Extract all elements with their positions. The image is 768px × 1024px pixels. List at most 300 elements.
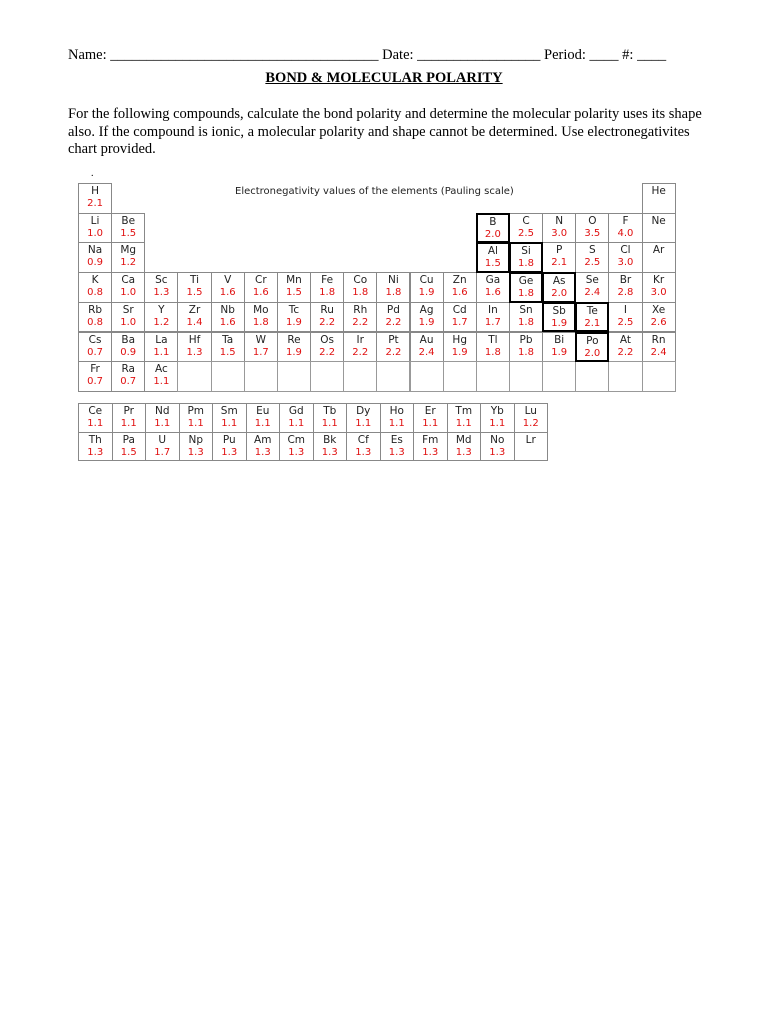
electronegativity-value: 1.3 bbox=[321, 446, 338, 458]
empty-cell bbox=[608, 361, 642, 392]
empty-cell bbox=[443, 361, 477, 392]
element-symbol: V bbox=[224, 274, 232, 287]
element-cell-tm bbox=[447, 403, 482, 433]
element-cell-p bbox=[542, 242, 576, 273]
element-symbol: Fe bbox=[321, 274, 334, 287]
electronegativity-value: 1.1 bbox=[120, 418, 137, 429]
electronegativity-value: 1.3 bbox=[254, 446, 271, 458]
element-symbol: P bbox=[555, 244, 563, 257]
element-cell-mg bbox=[111, 242, 145, 273]
electronegativity-value: 1.3 bbox=[187, 446, 204, 458]
element-cell-f bbox=[608, 213, 642, 244]
electronegativity-value: 0.7 bbox=[87, 376, 104, 388]
element-symbol: Th bbox=[88, 433, 102, 446]
element-symbol: Hf bbox=[188, 333, 201, 346]
element-symbol: Pu bbox=[222, 433, 236, 446]
element-symbol: Te bbox=[586, 304, 598, 317]
electronegativity-value: 1.1 bbox=[153, 346, 170, 358]
electronegativity-value: 2.1 bbox=[551, 257, 568, 269]
element-symbol: Cu bbox=[419, 274, 434, 287]
electronegativity-value: 1.3 bbox=[355, 446, 372, 458]
element-symbol: Rb bbox=[88, 303, 103, 316]
element-symbol: Ar bbox=[652, 244, 665, 257]
element-cell-lu bbox=[514, 403, 549, 433]
element-symbol: Zn bbox=[452, 274, 467, 287]
element-cell-hf bbox=[177, 332, 211, 363]
element-symbol: Es bbox=[390, 433, 403, 446]
electronegativity-value: 1.3 bbox=[221, 446, 238, 458]
element-cell-lr bbox=[514, 432, 549, 462]
empty-cell bbox=[277, 361, 311, 392]
electronegativity-value: 2.0 bbox=[551, 288, 568, 300]
element-symbol: Am bbox=[254, 433, 272, 446]
element-symbol: Np bbox=[188, 433, 204, 446]
element-cell-rn bbox=[642, 332, 676, 363]
electronegativity-value: 1.7 bbox=[484, 316, 501, 328]
element-cell-fr bbox=[78, 361, 112, 392]
electronegativity-value: 1.1 bbox=[355, 418, 372, 429]
element-cell-pd bbox=[376, 302, 410, 333]
electronegativity-value: 1.1 bbox=[187, 418, 204, 429]
electronegativity-value: 2.4 bbox=[418, 346, 435, 358]
element-symbol: O bbox=[588, 214, 597, 227]
element-cell-s bbox=[575, 242, 609, 273]
element-cell-cl bbox=[608, 242, 642, 273]
empty-cell bbox=[310, 361, 344, 392]
electronegativity-value: 1.2 bbox=[522, 418, 539, 429]
electronegativity-value: 1.1 bbox=[221, 418, 238, 429]
electronegativity-value: 1.1 bbox=[254, 418, 271, 429]
element-cell-fe bbox=[310, 272, 344, 303]
element-symbol: Ta bbox=[222, 333, 234, 346]
electronegativity-value: 1.5 bbox=[286, 287, 302, 299]
element-cell-po bbox=[575, 332, 609, 363]
element-cell-ru bbox=[310, 302, 344, 333]
element-cell-li bbox=[78, 213, 112, 244]
element-cell-fm bbox=[413, 432, 448, 462]
element-cell-be bbox=[111, 213, 145, 244]
element-cell-sb bbox=[542, 302, 576, 333]
element-cell-te bbox=[575, 302, 609, 333]
element-symbol: Pm bbox=[187, 405, 205, 417]
element-symbol: Ce bbox=[88, 405, 103, 417]
element-symbol: W bbox=[255, 333, 267, 346]
element-symbol: Cs bbox=[88, 333, 102, 346]
element-cell-nd bbox=[145, 403, 180, 433]
element-symbol: Pr bbox=[123, 405, 134, 417]
element-symbol: Pb bbox=[519, 333, 533, 346]
electronegativity-value: 1.0 bbox=[120, 287, 137, 299]
element-symbol: Lu bbox=[524, 405, 537, 417]
electronegativity-value: 2.8 bbox=[617, 287, 634, 299]
electronegativity-value: 2.2 bbox=[319, 346, 336, 358]
element-cell-es bbox=[380, 432, 415, 462]
periodic-table bbox=[78, 183, 675, 391]
element-symbol: Ca bbox=[121, 274, 136, 287]
element-symbol: Tm bbox=[455, 405, 473, 417]
electronegativity-value: 1.9 bbox=[286, 316, 302, 328]
element-cell-pb bbox=[509, 332, 543, 363]
element-symbol: Br bbox=[619, 274, 632, 287]
instructions: For the following compounds, calculate the bond polarity and determine the molecular polarity uses its shape also. If the compound is ionic, a molecular polarity and shape cannot be determined. Use electronegativites chart provided. bbox=[68, 106, 702, 157]
element-symbol: Sc bbox=[155, 274, 168, 287]
electronegativity-value: 1.6 bbox=[484, 287, 501, 299]
element-symbol: Sr bbox=[122, 303, 134, 316]
electronegativity-value: 1.2 bbox=[153, 316, 170, 328]
electronegativity-value: 2.2 bbox=[617, 346, 634, 358]
element-symbol: Si bbox=[521, 245, 531, 258]
electronegativity-value: 2.2 bbox=[385, 316, 402, 328]
element-cell-ti bbox=[177, 272, 211, 303]
element-cell-md bbox=[447, 432, 482, 462]
electronegativity-value: 1.6 bbox=[219, 316, 236, 328]
element-cell-ag bbox=[410, 302, 444, 333]
electronegativity-value: 2.5 bbox=[584, 257, 601, 269]
electronegativity-value: 1.1 bbox=[422, 418, 439, 429]
element-symbol: Ge bbox=[518, 275, 534, 288]
electronegativity-value: 1.3 bbox=[288, 446, 305, 458]
electronegativity-value: 1.7 bbox=[451, 316, 468, 328]
element-cell-y bbox=[144, 302, 178, 333]
element-symbol: At bbox=[619, 333, 632, 346]
electronegativity-value: 1.9 bbox=[418, 316, 435, 328]
electronegativity-value: 1.1 bbox=[154, 418, 171, 429]
element-symbol: Gd bbox=[288, 405, 304, 417]
empty-cell bbox=[542, 361, 576, 392]
element-symbol: Au bbox=[419, 333, 434, 346]
electronegativity-value: 2.6 bbox=[650, 316, 667, 328]
element-symbol: Li bbox=[90, 214, 100, 227]
element-symbol: Pd bbox=[386, 303, 400, 316]
element-symbol: Cd bbox=[452, 303, 467, 316]
electronegativity-value: 2.5 bbox=[518, 227, 534, 239]
element-symbol: Ne bbox=[651, 214, 666, 227]
electronegativity-value: 3.0 bbox=[551, 227, 568, 239]
element-symbol: Ho bbox=[389, 405, 404, 417]
electronegativity-value: 1.3 bbox=[489, 446, 506, 458]
element-symbol: Pt bbox=[388, 333, 399, 346]
electronegativity-value: 1.7 bbox=[252, 346, 269, 358]
electronegativity-value: 0.8 bbox=[87, 316, 104, 328]
element-cell-h bbox=[78, 183, 112, 214]
element-cell-ra bbox=[111, 361, 145, 392]
element-symbol: Tl bbox=[488, 333, 498, 346]
element-symbol: Cm bbox=[287, 433, 306, 446]
electronegativity-value: 1.1 bbox=[388, 418, 405, 429]
element-cell-xe bbox=[642, 302, 676, 333]
element-symbol: Bk bbox=[323, 433, 337, 446]
element-symbol: Er bbox=[424, 405, 436, 417]
element-symbol: N bbox=[555, 214, 564, 227]
element-symbol: Ra bbox=[121, 363, 135, 376]
electronegativity-value: 1.8 bbox=[252, 316, 269, 328]
electronegativity-value: 1.3 bbox=[87, 446, 104, 458]
empty-cell bbox=[410, 361, 444, 392]
empty-cell bbox=[376, 361, 410, 392]
element-symbol: Na bbox=[87, 244, 103, 257]
element-cell-sc bbox=[144, 272, 178, 303]
electronegativity-value: 1.6 bbox=[252, 287, 269, 299]
element-cell-dy bbox=[346, 403, 381, 433]
empty-cell bbox=[211, 361, 245, 392]
element-symbol: C bbox=[522, 214, 530, 227]
element-symbol: Y bbox=[158, 303, 165, 316]
element-cell-zr bbox=[177, 302, 211, 333]
element-cell-na bbox=[78, 242, 112, 273]
element-symbol: S bbox=[588, 244, 596, 257]
element-symbol: Ga bbox=[485, 274, 501, 287]
element-symbol: In bbox=[487, 303, 498, 316]
element-symbol: I bbox=[623, 303, 628, 316]
element-symbol: Ir bbox=[356, 333, 364, 346]
element-symbol: Ni bbox=[388, 274, 399, 287]
element-cell-n bbox=[542, 213, 576, 244]
element-cell-al bbox=[476, 242, 510, 273]
electronegativity-value: 2.0 bbox=[484, 228, 501, 240]
element-cell-se bbox=[575, 272, 609, 303]
element-cell-ce bbox=[78, 403, 113, 433]
worksheet-title: BOND & MOLECULAR POLARITY bbox=[265, 70, 503, 86]
element-cell-ac bbox=[144, 361, 178, 392]
electronegativity-value: 2.2 bbox=[352, 346, 369, 358]
electronegativity-value: 1.5 bbox=[219, 346, 236, 358]
element-symbol: Nd bbox=[154, 405, 170, 417]
element-cell-gd bbox=[279, 403, 314, 433]
empty-cell bbox=[575, 361, 609, 392]
element-symbol: Mo bbox=[253, 303, 269, 316]
electronegativity-value: 1.8 bbox=[319, 287, 336, 299]
electronegativity-value: 1.0 bbox=[120, 316, 137, 328]
element-cell-sn bbox=[509, 302, 543, 333]
empty-cell bbox=[343, 361, 377, 392]
electronegativity-value: 1.3 bbox=[455, 446, 472, 458]
element-cell-tb bbox=[313, 403, 348, 433]
element-cell-sr bbox=[111, 302, 145, 333]
element-symbol: Xe bbox=[652, 303, 666, 316]
electronegativity-value: 1.4 bbox=[186, 316, 203, 328]
element-cell-cr bbox=[244, 272, 278, 303]
element-cell-b bbox=[476, 213, 510, 244]
empty-cell bbox=[642, 361, 676, 392]
electronegativity-value: 2.5 bbox=[617, 316, 634, 328]
electronegativity-value: 1.8 bbox=[518, 258, 534, 270]
element-symbol: H bbox=[91, 185, 100, 197]
electronegativity-value: 1.9 bbox=[551, 346, 568, 358]
electronegativity-value: 2.0 bbox=[584, 347, 601, 359]
electronegativity-value: 1.5 bbox=[120, 446, 137, 458]
element-symbol: Hg bbox=[452, 333, 467, 346]
element-cell-ca bbox=[111, 272, 145, 303]
element-symbol: Re bbox=[287, 333, 301, 346]
element-symbol: No bbox=[490, 433, 505, 446]
element-symbol: Ti bbox=[190, 274, 200, 287]
stray-dot: . bbox=[91, 168, 94, 179]
element-cell-er bbox=[413, 403, 448, 433]
element-symbol: Cr bbox=[254, 274, 267, 287]
element-cell-mn bbox=[277, 272, 311, 303]
element-cell-cs bbox=[78, 332, 112, 363]
electronegativity-value: 1.1 bbox=[321, 418, 338, 429]
element-symbol: Co bbox=[353, 274, 368, 287]
element-cell-pa bbox=[112, 432, 147, 462]
element-cell-eu bbox=[246, 403, 281, 433]
element-cell-tc bbox=[277, 302, 311, 333]
electronegativity-value: 1.3 bbox=[388, 446, 405, 458]
element-cell-k bbox=[78, 272, 112, 303]
element-symbol: Sn bbox=[519, 303, 533, 316]
f-block-table bbox=[78, 403, 547, 461]
element-cell-ga bbox=[476, 272, 510, 303]
element-symbol: Ag bbox=[419, 303, 434, 316]
element-cell-o bbox=[575, 213, 609, 244]
element-cell-si bbox=[509, 242, 543, 273]
electronegativity-value: 1.3 bbox=[422, 446, 439, 458]
element-symbol: Bi bbox=[554, 333, 565, 346]
electronegativity-value: 1.7 bbox=[154, 446, 171, 458]
element-cell-cm bbox=[279, 432, 314, 462]
element-cell-np bbox=[179, 432, 214, 462]
element-cell-pt bbox=[376, 332, 410, 363]
element-symbol: Sb bbox=[552, 304, 566, 317]
element-symbol: Ru bbox=[320, 303, 334, 316]
electronegativity-value: 1.0 bbox=[87, 227, 104, 239]
element-symbol: Tb bbox=[323, 405, 337, 417]
element-cell-yb bbox=[480, 403, 515, 433]
element-cell-he bbox=[642, 183, 676, 214]
electronegativity-value: 1.1 bbox=[455, 418, 472, 429]
element-cell-br bbox=[608, 272, 642, 303]
element-symbol: B bbox=[489, 215, 497, 228]
element-symbol: Eu bbox=[256, 405, 270, 417]
electronegativity-value: 1.6 bbox=[219, 287, 236, 299]
electronegativity-value: 2.2 bbox=[319, 316, 336, 328]
electronegativity-value: 0.9 bbox=[87, 257, 104, 269]
electronegativity-value: 1.9 bbox=[451, 346, 468, 358]
element-symbol: Se bbox=[585, 274, 599, 287]
empty-cell bbox=[177, 361, 211, 392]
electronegativity-value: 1.6 bbox=[451, 287, 468, 299]
electronegativity-value: 1.8 bbox=[385, 287, 402, 299]
electronegativity-value: 1.5 bbox=[120, 227, 137, 239]
element-cell-pm bbox=[179, 403, 214, 433]
element-cell-rh bbox=[343, 302, 377, 333]
element-cell-kr bbox=[642, 272, 676, 303]
element-cell-v bbox=[211, 272, 245, 303]
electronegativity-value: 1.3 bbox=[153, 287, 170, 299]
element-cell-bk bbox=[313, 432, 348, 462]
element-symbol: K bbox=[91, 274, 99, 287]
element-symbol: Rn bbox=[651, 333, 666, 346]
electronegativity-value: 2.1 bbox=[584, 317, 601, 329]
element-symbol: Pa bbox=[122, 433, 135, 446]
periodic-table-title: Electronegativity values of the elements (Pauling scale) bbox=[235, 186, 514, 197]
element-symbol: Nb bbox=[220, 303, 235, 316]
electronegativity-value: 3.0 bbox=[617, 257, 634, 269]
element-symbol: Sm bbox=[220, 405, 238, 417]
element-cell-sm bbox=[212, 403, 247, 433]
element-cell-ar bbox=[642, 242, 676, 273]
element-symbol: Rh bbox=[353, 303, 368, 316]
electronegativity-value: 1.8 bbox=[352, 287, 369, 299]
element-cell-hg bbox=[443, 332, 477, 363]
electronegativity-value: 2.2 bbox=[385, 346, 402, 358]
electronegativity-value: 1.9 bbox=[418, 287, 435, 299]
element-cell-ho bbox=[380, 403, 415, 433]
electronegativity-value: 1.8 bbox=[484, 346, 501, 358]
element-symbol: Kr bbox=[653, 274, 665, 287]
element-cell-mo bbox=[244, 302, 278, 333]
element-symbol: Md bbox=[455, 433, 472, 446]
element-cell-ba bbox=[111, 332, 145, 363]
electronegativity-value: 1.8 bbox=[518, 316, 534, 328]
element-symbol: As bbox=[552, 275, 566, 288]
electronegativity-value: 1.5 bbox=[484, 258, 501, 270]
element-symbol: Yb bbox=[490, 405, 504, 417]
element-symbol: Al bbox=[487, 245, 498, 258]
element-cell-ge bbox=[509, 272, 543, 303]
electronegativity-value: 1.1 bbox=[87, 418, 104, 429]
element-cell-cf bbox=[346, 432, 381, 462]
element-cell-c bbox=[509, 213, 543, 244]
element-symbol: Be bbox=[121, 214, 136, 227]
electronegativity-value: 4.0 bbox=[617, 227, 634, 239]
element-cell-zn bbox=[443, 272, 477, 303]
element-cell-cu bbox=[410, 272, 444, 303]
electronegativity-value: 1.1 bbox=[153, 376, 170, 388]
electronegativity-value: 2.4 bbox=[584, 287, 601, 299]
element-symbol: Mn bbox=[286, 274, 302, 287]
element-cell-pr bbox=[112, 403, 147, 433]
element-symbol: Zr bbox=[188, 303, 201, 316]
student-info-line: Name: _____________________________________ Date: _________________ Period: ____ #: ____ bbox=[68, 47, 667, 63]
empty-cell bbox=[476, 361, 510, 392]
element-cell-i bbox=[608, 302, 642, 333]
electronegativity-value: 1.8 bbox=[518, 346, 534, 358]
element-cell-at bbox=[608, 332, 642, 363]
electronegativity-value: 1.8 bbox=[518, 288, 534, 300]
electronegativity-value: 1.2 bbox=[120, 257, 137, 269]
electronegativity-value: 2.4 bbox=[650, 346, 667, 358]
empty-cell bbox=[244, 361, 278, 392]
element-symbol: Dy bbox=[356, 405, 371, 417]
element-cell-w bbox=[244, 332, 278, 363]
element-symbol: U bbox=[158, 433, 167, 446]
element-symbol: La bbox=[155, 333, 168, 346]
element-symbol: Fr bbox=[90, 363, 100, 376]
element-cell-am bbox=[246, 432, 281, 462]
element-symbol: He bbox=[651, 185, 666, 197]
element-cell-as bbox=[542, 272, 576, 303]
electronegativity-value: 2.2 bbox=[352, 316, 369, 328]
element-cell-tl bbox=[476, 332, 510, 363]
element-cell-ir bbox=[343, 332, 377, 363]
electronegativity-value: 1.1 bbox=[489, 418, 506, 429]
electronegativity-value: 1.9 bbox=[286, 346, 302, 358]
element-cell-rb bbox=[78, 302, 112, 333]
element-cell-os bbox=[310, 332, 344, 363]
empty-cell bbox=[509, 361, 543, 392]
electronegativity-value: 2.1 bbox=[87, 198, 104, 209]
element-cell-bi bbox=[542, 332, 576, 363]
electronegativity-value: 1.3 bbox=[186, 346, 203, 358]
element-cell-th bbox=[78, 432, 113, 462]
element-symbol: Po bbox=[586, 334, 599, 347]
electronegativity-value: 0.8 bbox=[87, 287, 104, 299]
electronegativity-value: 0.7 bbox=[120, 376, 137, 388]
element-symbol: F bbox=[622, 214, 629, 227]
electronegativity-value: 3.5 bbox=[584, 227, 601, 239]
element-cell-u bbox=[145, 432, 180, 462]
